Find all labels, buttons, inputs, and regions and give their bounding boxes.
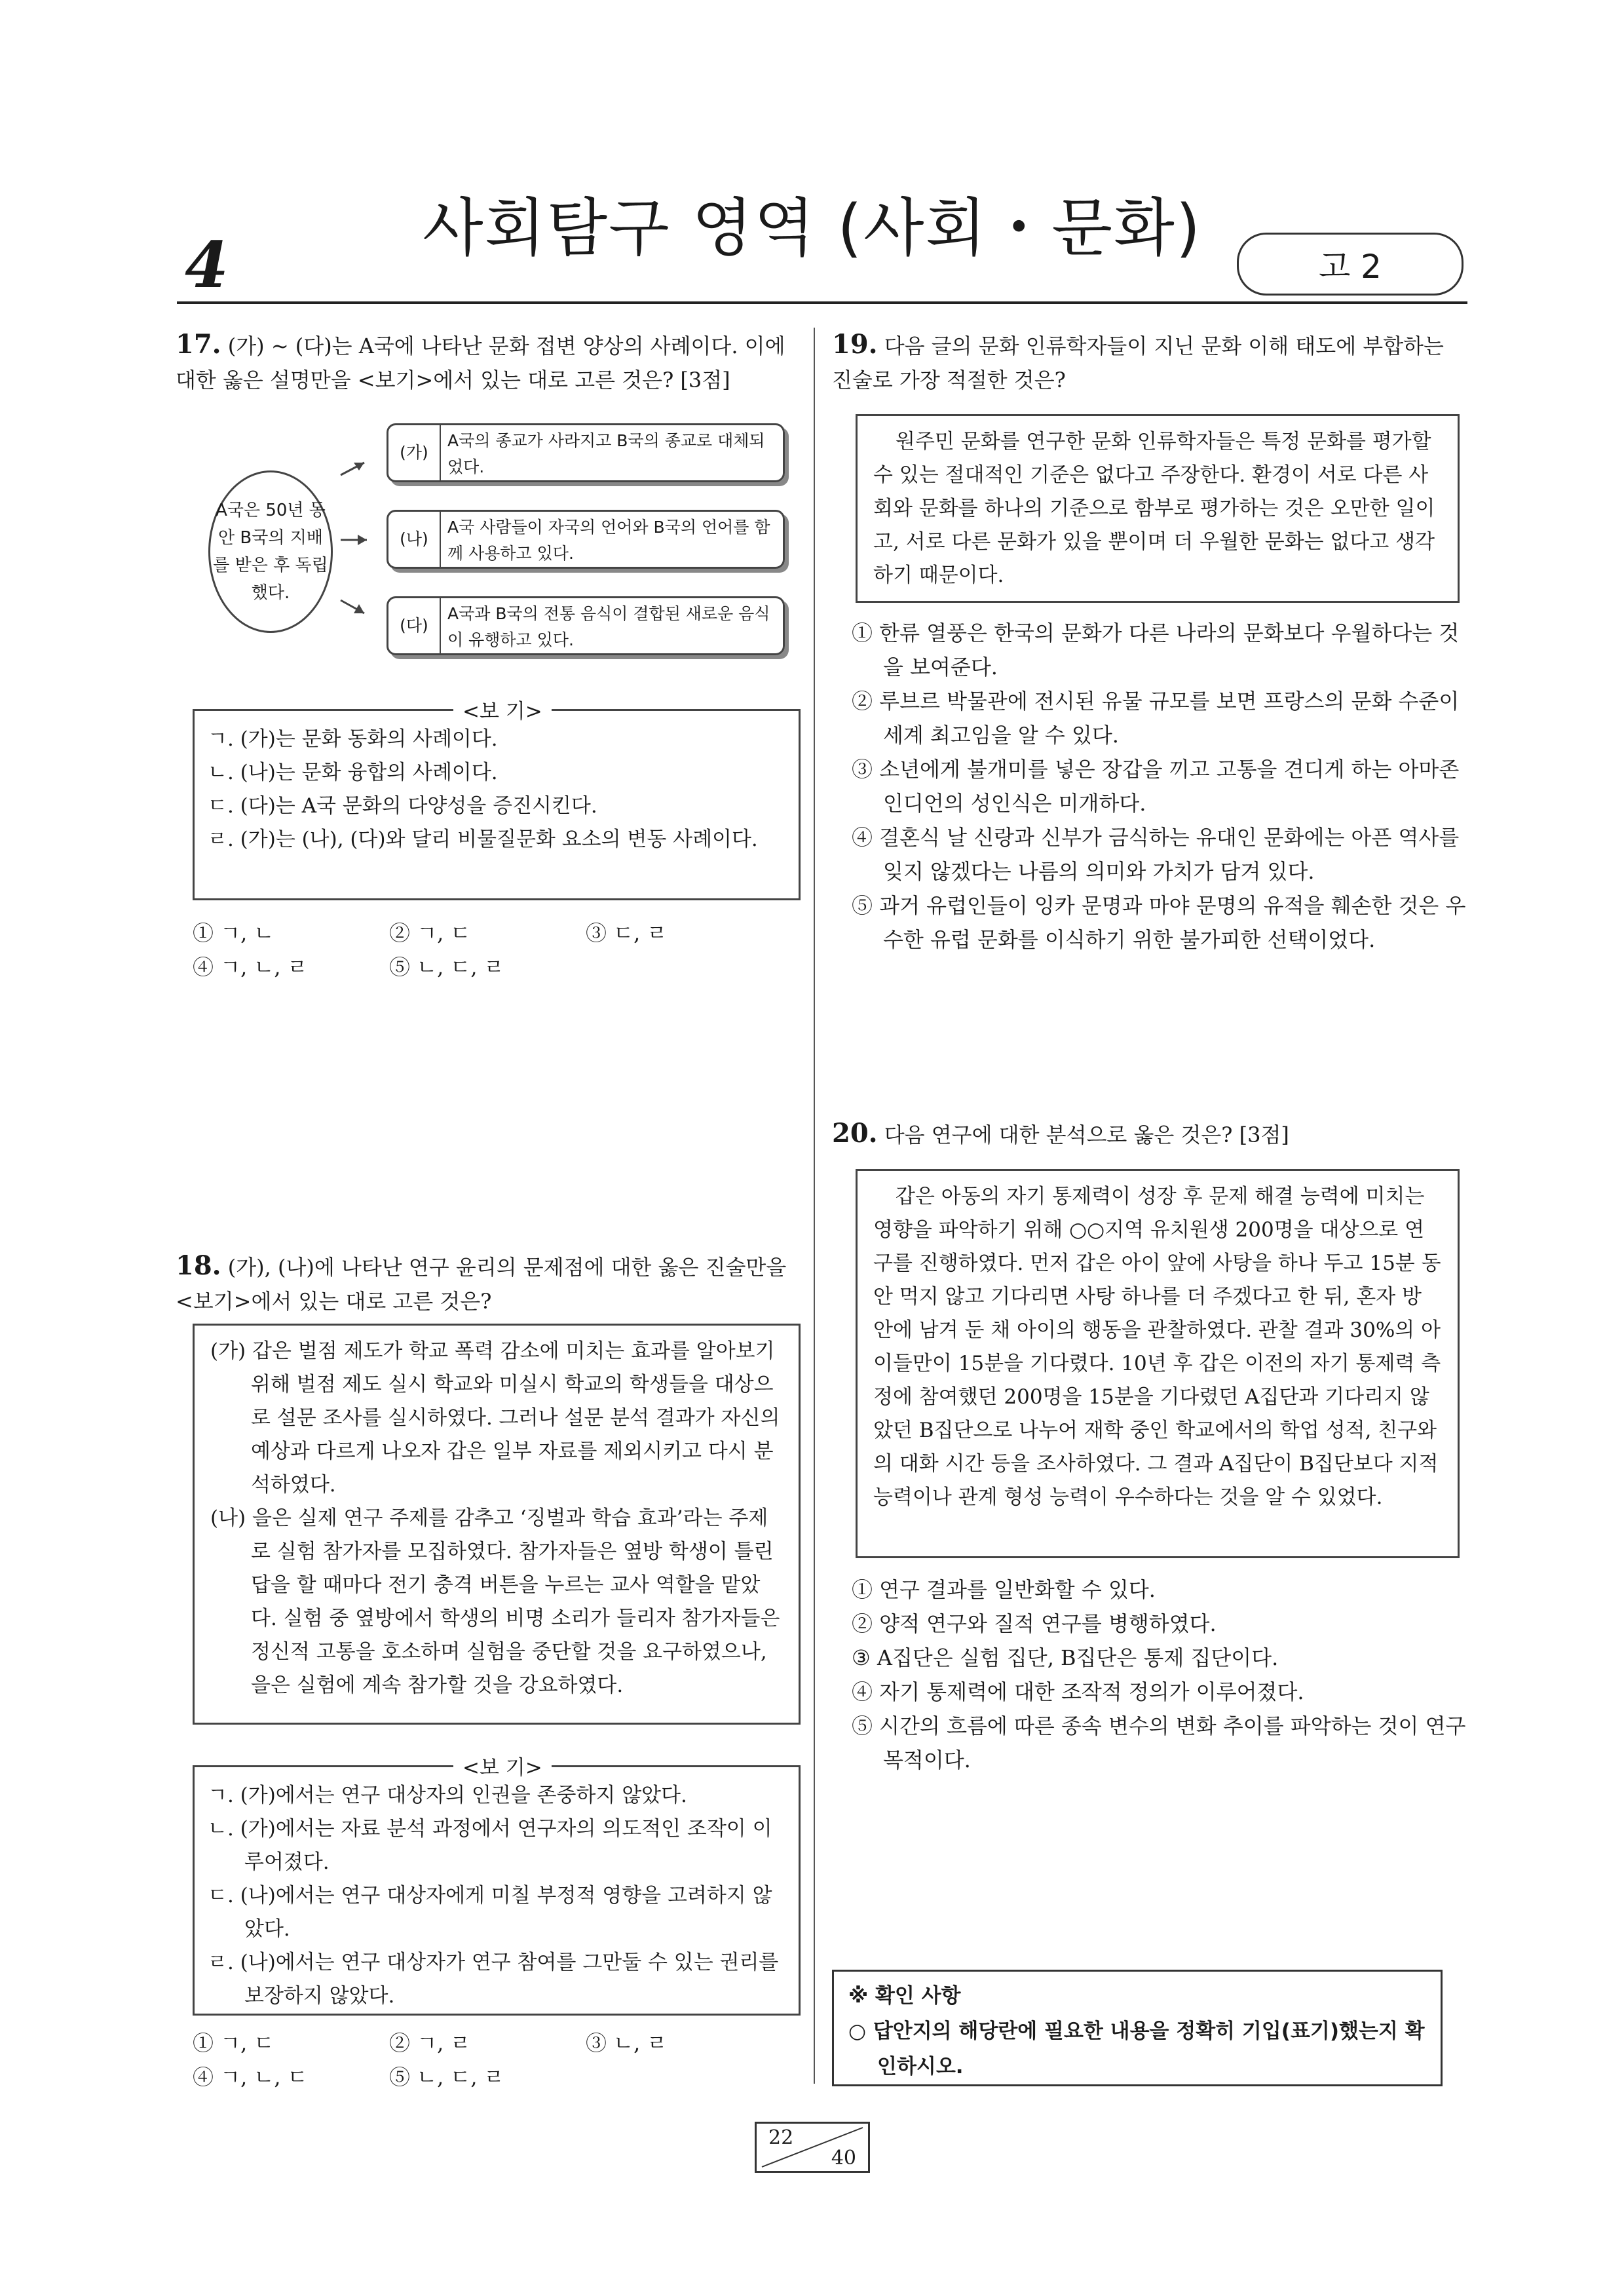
header-rule <box>177 301 1467 304</box>
page-title: 사회탐구 영역 (사회・문화) <box>422 191 1202 265</box>
q20-choices <box>852 1573 1467 1777</box>
q20-choice-1[interactable]: ① 연구 결과를 일반화할 수 있다. <box>852 1577 1156 1602</box>
notice-text: ○ 답안지의 해당란에 필요한 내용을 정확히 기입(표기)했는지 확인하시오. <box>848 2019 1425 2078</box>
q20-choice-2[interactable]: ② 양적 연구와 질적 연구를 병행하였다. <box>852 1611 1217 1636</box>
q19-choices <box>852 616 1467 957</box>
q18-passage-na: (나) 을은 실제 연구 주제를 감추고 ‘징벌과 학습 효과’라는 주제로 실험 참가자를 모집하였다. 참가자들은 옆방 학생이 틀린 답을 할 때마다 전기 충격 버튼을 누르는 교사 역할을 맡았다. 실험 중 옆방에서 학생의 비명 소리가 들리자 참가자들은 정신적 고통을 호소하며 실험을 중단할 것을 요구하였으나, 을은 실험에 계속 참가할 것을 강요하였다. <box>210 1506 780 1697</box>
column-divider <box>814 328 815 2084</box>
q18-choice-2[interactable]: ② ㄱ, ㄹ <box>389 2031 471 2056</box>
q17-item-da: (다) A국과 B국의 전통 음식이 결합된 새로운 음식이 유행하고 있다. <box>387 596 785 655</box>
total-pages: 40 <box>831 2147 856 2170</box>
q17-bogi-box: ㄱ. (가)는 문화 동화의 사례이다. ㄴ. (나)는 문화 융합의 사례이다. ㄷ. (다)는 A국 문화의 다양성을 증진시킨다. ㄹ. (가)는 (나), (다)와 달리 비물질문화 요소의 변동 사례이다. <box>193 709 801 900</box>
q18-passage-ga: (가) 갑은 벌점 제도가 학교 폭력 감소에 미치는 효과를 알아보기 위해 벌점 제도 실시 학교와 미실시 학교의 학생들을 대상으로 설문 조사를 실시하였다. 그러나 설문 분석 결과가 자신의 예상과 다르게 나오자 갑은 일부 자료를 제외시키고 다시 분석하였다. <box>210 1339 780 1497</box>
q17-choice-1[interactable]: ① ㄱ, ㄴ <box>193 921 274 946</box>
notice-heading: ※ 확인 사항 <box>848 1984 961 2008</box>
page-number: 4 <box>185 228 229 302</box>
q20-choice-4[interactable]: ④ 자기 통제력에 대한 조작적 정의가 이루어졌다. <box>852 1679 1304 1704</box>
q17-bogi-label: <보 기> <box>453 695 552 724</box>
q17-choice-3[interactable]: ③ ㄷ, ㄹ <box>586 921 668 946</box>
q17-choice-4[interactable]: ④ ㄱ, ㄴ, ㄹ <box>193 955 308 980</box>
q20-choice-3[interactable]: ③ A집단은 실험 집단, B집단은 통제 집단이다. <box>852 1645 1279 1670</box>
q18-bogi-box: ㄱ. (가)에서는 연구 대상자의 인권을 존중하지 않았다. ㄴ. (가)에서는 자료 분석 과정에서 연구자의 의도적인 조작이 이루어졌다. ㄷ. (나)에서는 연구 대상자에게 미칠 부정적 영향을 고려하지 않았다. ㄹ. (나)에서는 연구 대상자가 연구 참여를 그만둘 수 있는 권리를 보장하지 않았다. <box>193 1765 801 2016</box>
q18-passage-box <box>193 1324 801 1725</box>
q19-choice-5[interactable]: ⑤ 과거 유럽인들이 잉카 문명과 마야 문명의 유적을 훼손한 것은 우수한 유럽 문화를 이식하기 위한 불가피한 선택이었다. <box>852 893 1466 952</box>
current-page: 22 <box>768 2126 794 2149</box>
page-indicator <box>755 2122 870 2173</box>
q19-choice-3[interactable]: ③ 소년에게 불개미를 넣은 장갑을 끼고 고통을 견디게 하는 아마존 인디언의 성인식은 미개하다. <box>852 757 1460 816</box>
q17-item-ga: (가) A국의 종교가 사라지고 B국의 종교로 대체되었다. <box>387 423 785 482</box>
question-18-stem: 18. (가), (나)에 나타난 연구 윤리의 문제점에 대한 옳은 진술만을 <보기>에서 있는 대로 고른 것은? <box>176 1250 787 1314</box>
q18-choice-5[interactable]: ⑤ ㄴ, ㄷ, ㄹ <box>389 2065 504 2090</box>
q20-passage-box: 갑은 아동의 자기 통제력이 성장 후 문제 해결 능력에 미치는 영향을 파악하기 위해 ○○지역 유치원생 200명을 대상으로 연구를 진행하였다. 먼저 갑은 아이 앞에 사탕을 하나 두고 15분 동안 먹지 않고 기다리면 사탕 하나를 더 주겠다고 한 뒤, 혼자 방 안에 남겨 둔 채 아이의 행동을 관찰하였다. 관찰 결과 30%의 아이들만이 15분을 기다렸다. 10년 후 갑은 이전의 자기 통제력 측정에 참여했던 200명을 15분을 기다렸던 A집단과 기다리지 않았던 B집단으로 나누어 재학 중인 학교에서의 학업 성적, 친구와의 대화 시간 등을 조사하였다. 그 결과 A집단이 B집단보다 지적 능력이나 관계 형성 능력이 우수하다는 것을 알 수 있었다. <box>856 1169 1460 1558</box>
q18-bogi-label: <보 기> <box>453 1751 552 1780</box>
q18-choice-4[interactable]: ④ ㄱ, ㄴ, ㄷ <box>193 2065 308 2090</box>
q18-choice-3[interactable]: ③ ㄴ, ㄹ <box>586 2031 668 2056</box>
q18-choices <box>193 2026 801 2094</box>
q19-choice-4[interactable]: ④ 결혼식 날 신랑과 신부가 금식하는 유대인 문화에는 아픈 역사를 잊지 않겠다는 나름의 의미와 가치가 담겨 있다. <box>852 825 1460 884</box>
q20-choice-5[interactable]: ⑤ 시간의 흐름에 따른 종속 변수의 변화 추이를 파악하는 것이 연구 목적이다. <box>852 1713 1466 1772</box>
question-20-stem: 20. 다음 연구에 대한 분석으로 옳은 것은? [3점] <box>832 1118 1289 1149</box>
q17-diagram-source: A국은 50년 동안 B국의 지배를 받은 후 독립했다. <box>208 470 333 633</box>
question-19-stem: 19. 다음 글의 문화 인류학자들이 지닌 문화 이해 태도에 부합하는 진술로 가장 적절한 것은? <box>832 329 1444 392</box>
question-17-stem: 17. (가) ~ (다)는 A국에 나타난 문화 접변 양상의 사례이다. 이에 대한 옳은 설명만을 <보기>에서 있는 대로 고른 것은? [3점] <box>176 329 785 392</box>
q17-choices <box>193 916 801 984</box>
q17-choice-5[interactable]: ⑤ ㄴ, ㄷ, ㄹ <box>389 955 504 980</box>
q19-passage-box: 원주민 문화를 연구한 문화 인류학자들은 특정 문화를 평가할 수 있는 절대적인 기준은 없다고 주장한다. 환경이 서로 다른 사회와 문화를 하나의 기준으로 함부로 평가하는 것은 오만한 일이고, 서로 다른 문화가 있을 뿐이며 더 우월한 문화는 없다고 생각하기 때문이다. <box>856 414 1460 603</box>
q17-item-na: (나) A국 사람들이 자국의 언어와 B국의 언어를 함께 사용하고 있다. <box>387 510 785 569</box>
grade-badge: 고 2 <box>1237 233 1463 296</box>
q19-choice-2[interactable]: ② 루브르 박물관에 전시된 유물 규모를 보면 프랑스의 문화 수준이 세계 최고임을 알 수 있다. <box>852 689 1460 748</box>
q19-choice-1[interactable]: ① 한류 열풍은 한국의 문화가 다른 나라의 문화보다 우월하다는 것을 보여준다. <box>852 621 1460 679</box>
notice-box <box>832 1970 1443 2086</box>
q18-choice-1[interactable]: ① ㄱ, ㄷ <box>193 2031 274 2056</box>
q17-choice-2[interactable]: ② ㄱ, ㄷ <box>389 921 471 946</box>
